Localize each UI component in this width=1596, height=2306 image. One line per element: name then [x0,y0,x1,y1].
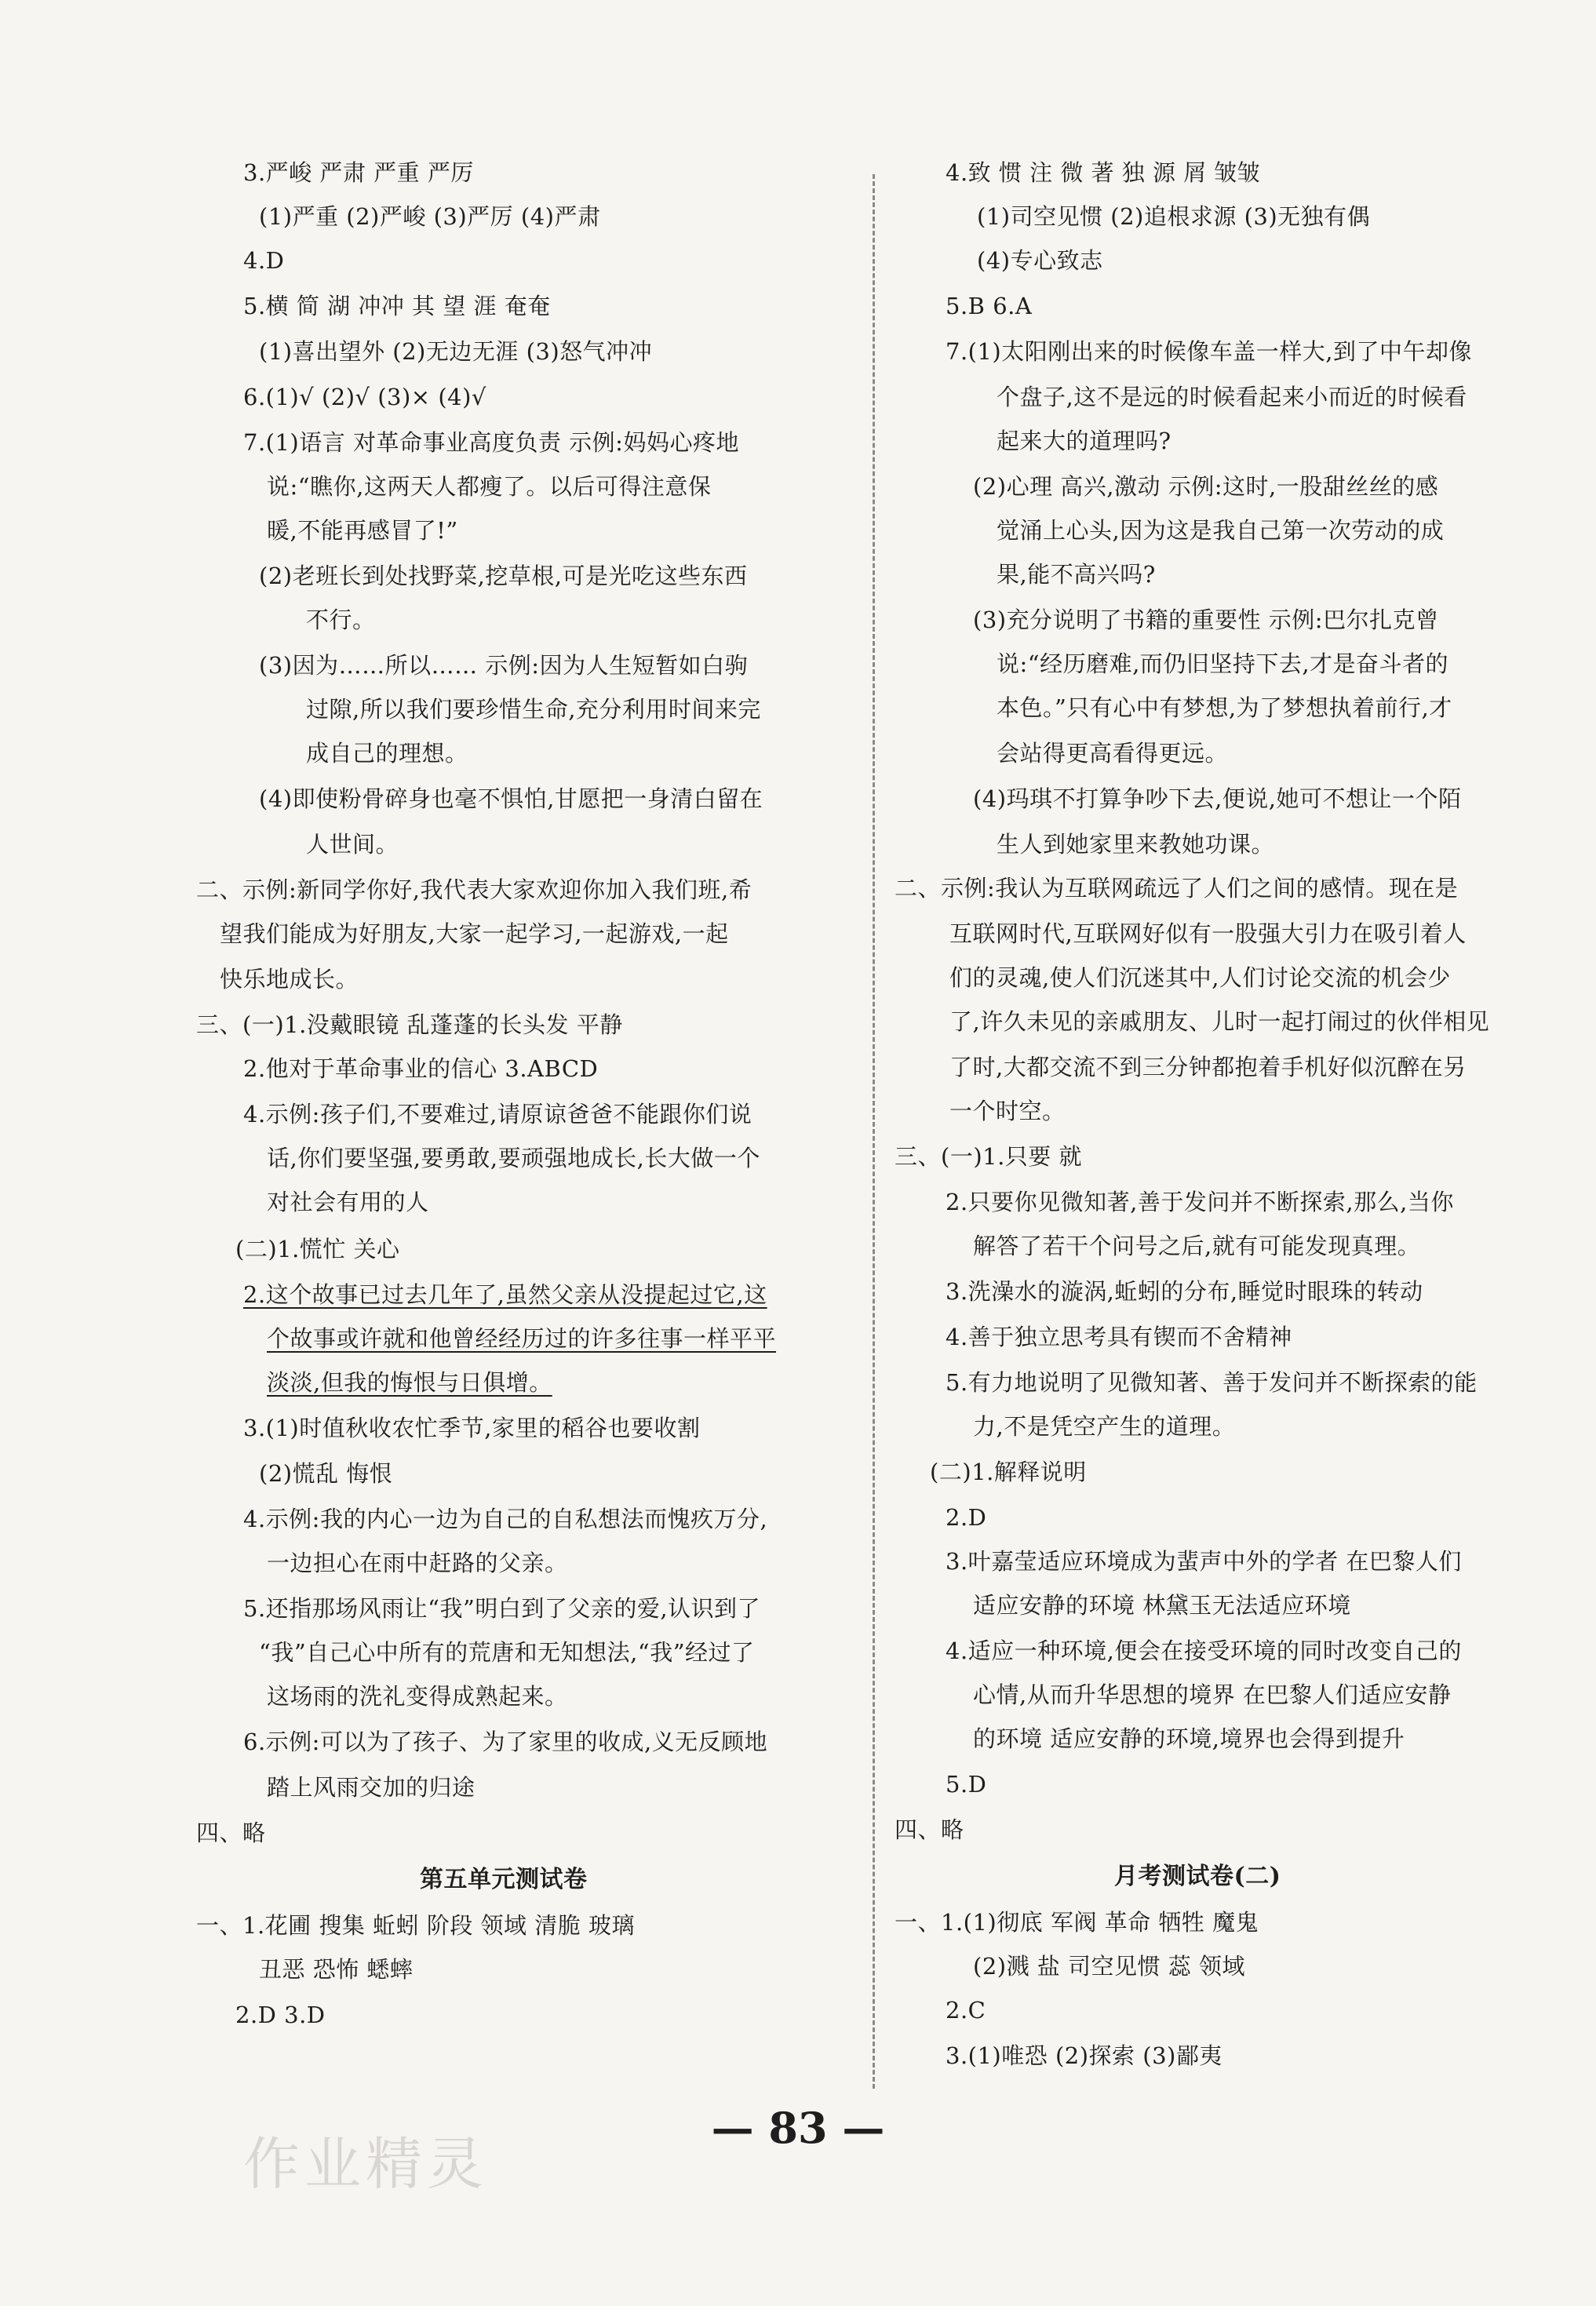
answer-line: 4.示例:我的内心一边为自己的自私想法而愧疚万分, [243,1506,768,1532]
answer-line: 们的灵魂,使人们沉迷其中,人们讨论交流的机会少 [949,964,1451,991]
section-title: 第五单元测试卷 [420,1866,588,1893]
answer-line: (4)即使粉骨碎身也毫不惧怕,甘愿把一身清白留在 [259,785,763,812]
answer-line: (4)专心致志 [977,247,1103,274]
answer-line: 觉涌上心头,因为这是我自己第一次劳动的成 [997,517,1445,544]
page-number: — 83 — [711,2103,885,2153]
answer-line: 6.(1)√ (2)√ (3)× (4)√ [243,384,486,410]
answer-line: 一、1.花圃 搜集 蚯蚓 阶段 领域 清脆 玻璃 [196,1912,635,1939]
answer-line: 会站得更高看得更远。 [997,740,1229,767]
answer-line: 起来大的道理吗? [997,428,1171,454]
answer-line: 4.致 惯 注 微 著 独 源 屑 皱皱 [946,159,1261,186]
answer-line: (二)1.解释说明 [930,1459,1087,1485]
answer-line: 2.C [946,1997,986,2024]
answer-line: 力,不是凭空产生的道理。 [973,1413,1236,1440]
answer-line: 4.D [243,247,285,274]
answer-line: 3.严峻 严肃 严重 严厉 [243,159,474,186]
answer-line: (3)因为……所以…… 示例:因为人生短暂如白驹 [259,652,749,679]
answer-line: 了时,大都交流不到三分钟都抱着手机好似沉醉在另 [949,1054,1467,1080]
answer-line: 6.示例:可以为了孩子、为了家里的收成,义无反顾地 [243,1729,768,1755]
answer-line: 个故事或许就和他曾经经历过的许多往事一样平平 [267,1325,777,1352]
answer-line: (2)心理 高兴,激动 示例:这时,一股甜丝丝的感 [973,473,1439,500]
answer-line: 二、示例:新同学你好,我代表大家欢迎你加入我们班,希 [196,876,752,903]
answer-line: 2.只要你见微知著,善于发问并不断探索,那么,当你 [946,1189,1454,1215]
answer-line: 一个时空。 [949,1098,1066,1124]
answer-line: 4.示例:孩子们,不要难过,请原谅爸爸不能跟你们说 [243,1101,752,1127]
answer-line: 果,能不高兴吗? [997,561,1156,588]
answer-line: 人世间。 [306,831,399,858]
answer-line: 三、(一)1.只要 就 [895,1143,1083,1170]
answer-line: 3.(1)唯恐 (2)探索 (3)鄙夷 [946,2042,1223,2069]
answer-line: 4.适应一种环境,便会在接受环境的同时改变自己的 [946,1638,1462,1664]
answer-line: 互联网时代,互联网好似有一股强大引力在吸引着人 [949,920,1467,947]
answer-line: 淡淡,但我的悔恨与日俱增。 [267,1369,552,1396]
answer-line: “我”自己心中所有的荒唐和无知想法,“我”经过了 [259,1639,755,1666]
answer-line: (4)玛琪不打算争吵下去,便说,她可不想让一个陌 [973,785,1462,812]
answer-line: 2.这个故事已过去几年了,虽然父亲从没提起过它,这 [243,1281,767,1308]
answer-line: 了,许久未见的亲戚朋友、儿时一起打闹过的伙伴相见 [949,1008,1490,1035]
answer-line: 3.洗澡水的漩涡,蚯蚓的分布,睡觉时眼珠的转动 [946,1278,1423,1305]
answer-line: 丑恶 恐怖 蟋蟀 [259,1956,414,1983]
answer-line: 7.(1)语言 对革命事业高度负责 示例:妈妈心疼地 [243,429,739,456]
answer-line: 2.D [946,1504,987,1531]
answer-line: (1)严重 (2)严峻 (3)严厉 (4)严肃 [259,203,601,230]
answer-line: 过隙,所以我们要珍惜生命,充分利用时间来完 [306,696,761,723]
answer-line: 解答了若干个问号之后,就有可能发现真理。 [973,1233,1421,1259]
column-divider [873,174,875,2089]
answer-line: 这场雨的洗礼变得成熟起来。 [267,1683,568,1710]
answer-line: 5.B 6.A [946,293,1033,319]
answer-line: 3.(1)时值秋收农忙季节,家里的稻谷也要收割 [243,1415,701,1441]
answer-line: (2)慌乱 悔恨 [259,1460,393,1487]
answer-line: 成自己的理想。 [306,740,468,767]
answer-line: 的环境 适应安静的环境,境界也会得到提升 [973,1725,1405,1752]
answer-line: 说:“瞧你,这两天人都瘦了。以后可得注意保 [267,473,712,500]
answer-line: (二)1.慌忙 关心 [235,1236,400,1262]
answer-line: 2.他对于革命事业的信心 3.ABCD [243,1055,599,1082]
answer-line: 适应安静的环境 林黛玉无法适应环境 [973,1592,1351,1619]
answer-line: 一边担心在雨中赶路的父亲。 [267,1550,568,1576]
section-title: 月考测试卷(二) [1114,1863,1281,1890]
answer-line: 二、示例:我认为互联网疏远了人们之间的感情。现在是 [895,875,1459,902]
answer-line: 5.有力地说明了见微知著、善于发问并不断探索的能 [946,1369,1478,1396]
watermark: 作业精灵 [243,2131,489,2197]
answer-line: 4.善于独立思考具有锲而不舍精神 [946,1324,1292,1350]
answer-line: 一、1.(1)彻底 军阀 革命 牺牲 魔鬼 [895,1909,1259,1936]
answer-line: (3)充分说明了书籍的重要性 示例:巴尔扎克曾 [973,607,1439,633]
answer-line: 话,你们要坚强,要勇敢,要顽强地成长,长大做一个 [267,1145,760,1171]
answer-line: 3.叶嘉莹适应环境成为蜚声中外的学者 在巴黎人们 [946,1548,1462,1575]
answer-line: 5.还指那场风雨让“我”明白到了父亲的爱,认识到了 [243,1595,761,1622]
answer-line: 说:“经历磨难,而仍旧坚持下去,才是奋斗者的 [997,650,1449,677]
answer-line: (1)喜出望外 (2)无边无涯 (3)怒气冲冲 [259,338,653,365]
answer-line: 三、(一)1.没戴眼镜 乱蓬蓬的长头发 平静 [196,1011,623,1038]
answer-line: 暖,不能再感冒了!” [267,517,458,544]
answer-line: 快乐地成长。 [220,966,359,993]
answer-line: 2.D 3.D [235,2002,326,2028]
answer-line: 对社会有用的人 [267,1189,429,1215]
answer-line: 四、略 [196,1820,266,1846]
answer-line: 5.横 简 湖 冲冲 其 望 涯 奄奄 [243,293,551,319]
answer-line: 四、略 [895,1816,964,1843]
answer-line: 不行。 [306,607,376,633]
answer-line: 5.D [946,1771,987,1798]
answer-line: 7.(1)太阳刚出来的时候像车盖一样大,到了中午却像 [946,338,1472,365]
answer-line: 心情,从而升华思想的境界 在巴黎人们适应安静 [973,1681,1452,1708]
answer-line: (2)老班长到处找野菜,挖草根,可是光吃这些东西 [259,563,748,589]
answer-line: 个盘子,这不是远的时候看起来小而近的时候看 [997,384,1467,410]
answer-line: 踏上风雨交加的归途 [267,1774,476,1801]
answer-line: (2)溅 盐 司空见惯 蕊 领域 [973,1953,1245,1980]
answer-line: 望我们能成为好朋友,大家一起学习,一起游戏,一起 [220,920,729,947]
answer-line: 生人到她家里来教她功课。 [997,831,1275,858]
answer-line: 本色。”只有心中有梦想,为了梦想执着前行,才 [997,694,1452,721]
answer-line: (1)司空见惯 (2)追根求源 (3)无独有偶 [977,203,1371,230]
